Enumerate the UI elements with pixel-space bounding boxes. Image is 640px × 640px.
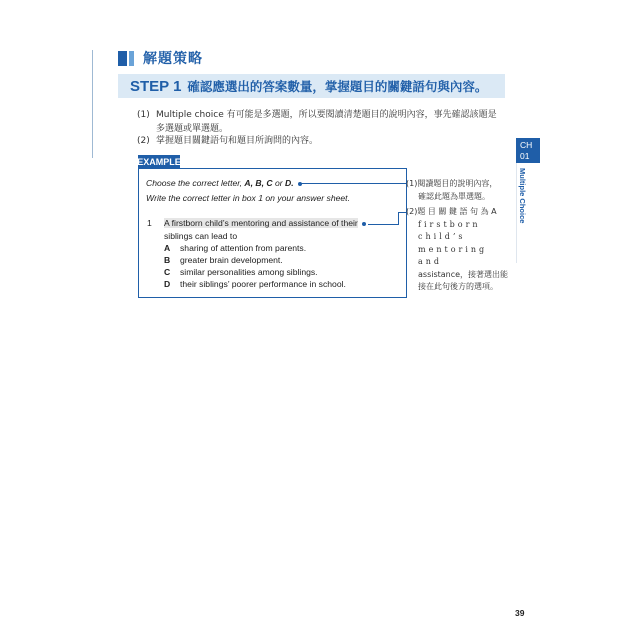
instruction-letters: A, B, C	[244, 178, 273, 188]
note-2-line-1: (2)題 目 關 鍵 語 句 為 A	[406, 207, 497, 216]
tip-number: (2)	[137, 136, 150, 146]
heading-marker-light-icon	[129, 51, 134, 66]
question-line-2: siblings can lead to	[164, 231, 238, 241]
instruction-last: D.	[285, 178, 294, 188]
callout-note-2	[406, 206, 510, 294]
question-number: 1	[147, 218, 152, 228]
option-b	[164, 255, 283, 265]
page-number: 39	[515, 608, 525, 618]
instruction-line-1	[146, 178, 302, 188]
option-text: similar personalities among siblings.	[180, 267, 318, 277]
instruction-prefix: Choose the correct letter,	[146, 178, 245, 188]
note-2-line-2: firstborn child’s	[418, 219, 481, 241]
section-heading-text: 解題策略	[143, 51, 203, 67]
tip-number: (1)	[137, 110, 150, 120]
chapter-title: Multiple Choice	[518, 168, 527, 224]
note-2-line-3: mentoring and	[418, 244, 488, 266]
step-label: STEP 1	[130, 77, 182, 95]
option-d	[164, 279, 346, 289]
callout-note-1	[406, 178, 497, 203]
option-letter: A	[164, 243, 171, 253]
note-1-line-1: (1)閱讀題目的說明內容，	[406, 179, 498, 188]
callout-line-2-end	[398, 212, 406, 213]
instruction-or: or	[272, 178, 285, 188]
option-letter: B	[164, 255, 171, 265]
option-c	[164, 267, 318, 277]
option-text: greater brain development.	[180, 255, 283, 265]
option-text: their siblings’ poorer performance in school.	[180, 279, 346, 289]
section-heading	[118, 48, 203, 68]
heading-marker-icon	[118, 51, 127, 66]
option-letter: D	[164, 279, 171, 289]
chapter-label: CH	[520, 140, 533, 150]
option-letter: C	[164, 267, 171, 277]
tip-2	[137, 134, 505, 148]
callout-line-2	[368, 224, 398, 225]
note-2-line-4: assistance，接著選出能	[418, 269, 509, 279]
step-text: 確認應選出的答案數量，掌握題目的關鍵語句與內容。	[187, 79, 488, 94]
note-2-line-5: 接在此句後方的選項。	[418, 282, 498, 291]
question-line-1	[164, 218, 366, 228]
example-tab: EXAMPLE	[137, 156, 181, 167]
tip-text: 掌握題目關鍵語句和題目所詢問的內容。	[156, 136, 319, 146]
note-1-line-2: 確認此題為單選題。	[418, 191, 490, 201]
step-bar	[118, 74, 505, 98]
margin-rule	[92, 50, 93, 158]
callout-line-1	[300, 183, 406, 184]
tip-1	[137, 108, 505, 136]
chapter-number: 01	[520, 151, 530, 161]
chapter-tab	[516, 138, 540, 163]
option-text: sharing of attention from parents.	[180, 243, 307, 253]
option-a	[164, 243, 306, 253]
callout-line-2-vertical	[398, 212, 399, 225]
instruction-line-2: Write the correct letter in box 1 on your answer sheet.	[146, 193, 350, 203]
callout-dot-icon	[362, 222, 366, 226]
tip-text: Multiple choice 有可能是多選題，所以要閱讀清楚題目的說明內容，事先確認該題是多選題或單選題。	[156, 110, 497, 134]
question-keyphrase: A firstborn child’s mentoring and assistance of their	[164, 218, 358, 228]
